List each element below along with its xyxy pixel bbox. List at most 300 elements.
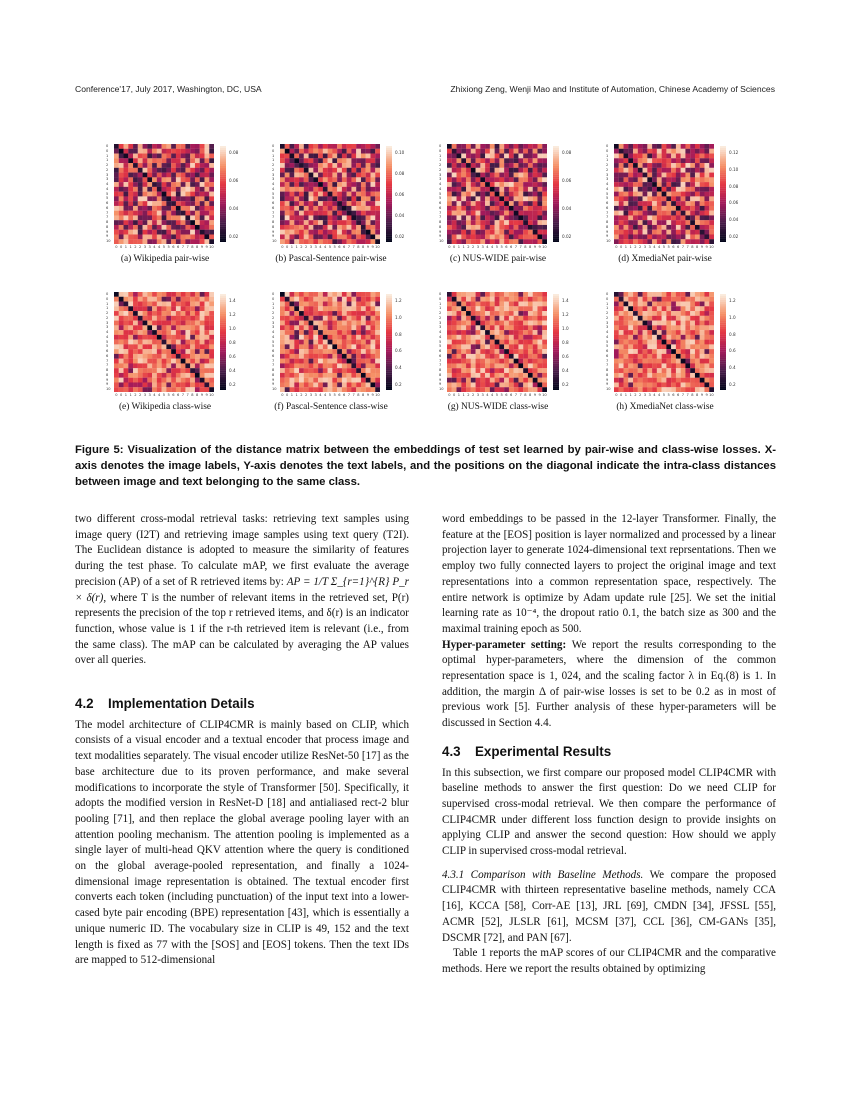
hyperparam-text: We report the results corresponding to the optimal hyper-parameters, where the dimension of the common representation space is 1, 024, and the scaling factor λ in Eq.(8) is 1. In addition, the margin Δ of pair-wise losses is set to be 0.2 as in most of previous work [5]. Further analysis of these hyper-parameters will be discussed in Section 4.4.: [442, 638, 776, 730]
heatmap-cell: [323, 306, 328, 311]
heatmap-cell: [176, 382, 181, 387]
heatmap-cell: [690, 201, 695, 206]
heatmap-cell: [128, 321, 133, 326]
heatmap-cell: [370, 335, 375, 340]
heatmap-cell: [195, 368, 200, 373]
heatmap-cell: [695, 239, 700, 244]
heatmap-cell: [200, 220, 205, 225]
heatmap-cell: [666, 158, 671, 163]
heatmap-cell: [304, 340, 309, 345]
heatmap-cell: [119, 340, 124, 345]
heatmap-cell: [285, 163, 290, 168]
heatmap-cell: [514, 187, 519, 192]
heatmap-cell: [652, 325, 657, 330]
heatmap-cell: [143, 215, 148, 220]
heatmap-cell: [485, 173, 490, 178]
heatmap-cell: [323, 196, 328, 201]
heatmap-cell: [447, 373, 452, 378]
heatmap-cell: [143, 192, 148, 197]
heatmap-cell: [280, 302, 285, 307]
y-tick-label: 4: [272, 330, 275, 334]
heatmap-cell: [323, 177, 328, 182]
x-tick-label: 2: [634, 245, 637, 249]
colorbar: [720, 294, 726, 390]
heatmap-cell: [114, 368, 119, 373]
heatmap-cell: [323, 168, 328, 173]
heatmap-cell: [638, 149, 643, 154]
heatmap-cell: [638, 387, 643, 392]
heatmap-cell: [128, 302, 133, 307]
heatmap-cell: [152, 321, 157, 326]
heatmap-cell: [147, 344, 152, 349]
x-tick-label: 10: [542, 245, 547, 249]
heatmap-cell: [514, 292, 519, 297]
heatmap-cell: [190, 368, 195, 373]
y-tick-label: 6: [439, 349, 442, 353]
right-column: [442, 512, 776, 978]
heatmap-cell: [666, 382, 671, 387]
heatmap-cell: [518, 177, 523, 182]
heatmap-cell: [628, 344, 633, 349]
x-tick-label: 10: [209, 393, 214, 397]
heatmap-cell: [332, 196, 337, 201]
heatmap-cell: [504, 330, 509, 335]
heatmap-cell: [328, 373, 333, 378]
heatmap-cell: [152, 292, 157, 297]
y-tick-label: 7: [272, 210, 275, 215]
heatmap-cell: [342, 196, 347, 201]
y-tick-label: 2: [106, 167, 109, 172]
x-tick-label: 6: [509, 245, 513, 249]
heatmap-cell: [323, 158, 328, 163]
heatmap-cell: [366, 225, 371, 230]
heatmap-cell: [309, 144, 314, 149]
heatmap-cell: [337, 187, 342, 192]
heatmap-cell: [485, 177, 490, 182]
heatmap-cell: [294, 292, 299, 297]
heatmap-cell: [537, 321, 542, 326]
heatmap-cell: [619, 230, 624, 235]
heatmap-cell: [332, 187, 337, 192]
heatmap-cell: [181, 311, 186, 316]
heatmap-cell: [114, 192, 119, 197]
heatmap-cell: [328, 292, 333, 297]
heatmap-cell: [485, 306, 490, 311]
heatmap-cell: [704, 239, 709, 244]
heatmap-cell: [676, 239, 681, 244]
heatmap-cell: [528, 316, 533, 321]
heatmap-cell: [461, 215, 466, 220]
heatmap-cell: [709, 378, 714, 383]
heatmap-cell: [638, 215, 643, 220]
heatmap-cell: [190, 330, 195, 335]
heatmap-cell: [209, 225, 214, 230]
heatmap-cell: [523, 230, 528, 235]
colorbar-tick-label: 0.08: [395, 171, 405, 176]
heatmap-cell: [351, 230, 356, 235]
heatmap-cell: [361, 182, 366, 187]
heatmap-cell: [700, 154, 705, 159]
heatmap-cell: [133, 182, 138, 187]
heatmap-cell: [537, 297, 542, 302]
colorbar-tick-label: 1.2: [395, 298, 402, 303]
heatmap-cell: [119, 359, 124, 364]
heatmap-cell: [166, 306, 171, 311]
heatmap-cell: [685, 373, 690, 378]
heatmap-cell: [342, 230, 347, 235]
heatmap-cell: [480, 225, 485, 230]
heatmap-cell: [542, 158, 547, 163]
heatmap-cell: [690, 196, 695, 201]
heatmap-cell: [476, 378, 481, 383]
subsection-text: We compare the proposed CLIP4CMR with thirteen representative baseline methods, namely CCA [16], KCCA [58], Corr-AE [13], JRL [69], CMDN [34], JFSSL [55], ACMR [52], JLSLR [61], MCSM [37], CCL [36], CM-GANs [35], DSCMR [72], and PAN [67].: [442, 868, 776, 944]
heatmap-cell: [356, 230, 361, 235]
x-tick-label: 7: [681, 393, 685, 397]
heatmap-cell: [676, 292, 681, 297]
heatmap-cell: [375, 220, 380, 225]
x-tick-label: 2: [634, 393, 637, 397]
heatmap-cell: [662, 206, 667, 211]
heatmap-cell: [461, 149, 466, 154]
heatmap-cell: [166, 335, 171, 340]
heatmap-cell: [504, 201, 509, 206]
heatmap-cell: [638, 373, 643, 378]
heatmap-cell: [447, 349, 452, 354]
heatmap-cell: [704, 378, 709, 383]
paragraph-metrics-a: two different cross-modal retrieval tasks: retrieving text samples using image query (I2T) and retrieving image samples using text query (T2I). The Euclidean distance is adopted to measure the similarity of features during the test phase. To calculate mAP, we first evaluate the average precision (AP) of a set of R retrieved items by:: [75, 513, 409, 588]
colorbar-ticks: [562, 294, 592, 390]
section-title: Implementation Details: [108, 696, 255, 712]
y-tick-label: 1: [606, 153, 609, 158]
heatmap-cell: [671, 330, 676, 335]
heatmap-cell: [181, 344, 186, 349]
heatmap-cell: [461, 330, 466, 335]
heatmap-cell: [114, 354, 119, 359]
heatmap-cell: [370, 340, 375, 345]
heatmap-cell: [528, 373, 533, 378]
heatmap-cell: [704, 340, 709, 345]
heatmap-cell: [647, 325, 652, 330]
heatmap-cell: [347, 144, 352, 149]
heatmap-cell: [628, 192, 633, 197]
heatmap-cell: [495, 292, 500, 297]
heatmap-cell: [290, 368, 295, 373]
heatmap-cell: [537, 382, 542, 387]
heatmap-cell: [375, 163, 380, 168]
heatmap-cell: [294, 234, 299, 239]
heatmap-cell: [528, 363, 533, 368]
heatmap-cell: [323, 373, 328, 378]
subsection-label: 4.3.1 Comparison with Baseline Methods.: [442, 868, 644, 881]
heatmap-cell: [542, 382, 547, 387]
heatmap-cell: [290, 335, 295, 340]
heatmap-cell: [176, 311, 181, 316]
heatmap-cell: [294, 206, 299, 211]
heatmap-cell: [499, 230, 504, 235]
heatmap-cell: [690, 316, 695, 321]
heatmap-cell: [361, 163, 366, 168]
heatmap-cell: [652, 387, 657, 392]
heatmap-cell: [452, 182, 457, 187]
heatmap-cell: [290, 201, 295, 206]
heatmap-cell: [666, 168, 671, 173]
heatmap-cell: [309, 297, 314, 302]
heatmap-cell: [709, 387, 714, 392]
heatmap-cell: [138, 234, 143, 239]
heatmap-cell: [209, 239, 214, 244]
heatmap-cell: [533, 349, 538, 354]
heatmap-cell: [185, 297, 190, 302]
heatmap-cell: [375, 349, 380, 354]
heatmap-cell: [490, 340, 495, 345]
heatmap-cell: [695, 187, 700, 192]
heatmap-cell: [128, 306, 133, 311]
heatmap-cell: [681, 144, 686, 149]
heatmap-cell: [323, 368, 328, 373]
heatmap-cell: [166, 373, 171, 378]
heatmap-cell: [523, 225, 528, 230]
heatmap-cell: [166, 292, 171, 297]
heatmap-cell: [209, 306, 214, 311]
heatmap-cell: [681, 149, 686, 154]
heatmap-cell: [147, 182, 152, 187]
heatmap-cell: [332, 215, 337, 220]
heatmap-cell: [480, 192, 485, 197]
heatmap-cell: [624, 378, 629, 383]
heatmap-cell: [624, 154, 629, 159]
heatmap-cell: [181, 230, 186, 235]
heatmap-cell: [332, 182, 337, 187]
heatmap-cell: [452, 378, 457, 383]
heatmap-cell: [447, 382, 452, 387]
heatmap-cell: [452, 144, 457, 149]
heatmap-cell: [457, 302, 462, 307]
heatmap-cell: [490, 373, 495, 378]
heatmap-cell: [504, 321, 509, 326]
heatmap-cell: [666, 154, 671, 159]
heatmap-cell: [466, 302, 471, 307]
heatmap-cell: [643, 182, 648, 187]
heatmap-cell: [514, 344, 519, 349]
heatmap-cell: [700, 330, 705, 335]
heatmap-cell: [537, 311, 542, 316]
heatmap-cell: [133, 144, 138, 149]
heatmap-cell: [652, 192, 657, 197]
colorbar-tick-label: 0.06: [729, 200, 739, 206]
heatmap-cell: [685, 234, 690, 239]
heatmap-cell: [704, 168, 709, 173]
heatmap-cell: [542, 196, 547, 201]
heatmap-cell: [523, 196, 528, 201]
y-tick-label: 6: [439, 201, 442, 205]
heatmap-cell: [533, 230, 538, 235]
heatmap-cell: [624, 187, 629, 192]
heatmap-cell: [461, 196, 466, 201]
heatmap-cell: [294, 349, 299, 354]
heatmap-cell: [181, 215, 186, 220]
heatmap-cell: [461, 354, 466, 359]
heatmap-cell: [313, 206, 318, 211]
heatmap-cell: [490, 225, 495, 230]
heatmap-cell: [124, 359, 129, 364]
heatmap-cell: [619, 292, 624, 297]
heatmap-cell: [147, 220, 152, 225]
heatmap-cell: [647, 363, 652, 368]
heatmap-cell: [461, 158, 466, 163]
heatmap-cell: [370, 354, 375, 359]
heatmap-cell: [695, 306, 700, 311]
heatmap-cell: [652, 359, 657, 364]
heatmap-cell: [309, 192, 314, 197]
running-header-left: Conference'17, July 2017, Washington, DC, USA: [75, 84, 262, 94]
heatmap-cell: [119, 363, 124, 368]
heatmap-cell: [647, 387, 652, 392]
heatmap-cell: [342, 297, 347, 302]
heatmap-cell: [366, 173, 371, 178]
heatmap-cell: [195, 211, 200, 216]
heatmap-cell: [518, 230, 523, 235]
heatmap-cell: [171, 363, 176, 368]
heatmap-cell: [490, 344, 495, 349]
heatmap-cell: [309, 340, 314, 345]
heatmap-cell: [190, 349, 195, 354]
y-tick-label: 6: [272, 201, 275, 205]
heatmap-cell: [624, 230, 629, 235]
heatmap-cell: [643, 311, 648, 316]
heatmap-cell: [200, 382, 205, 387]
heatmap-cell: [447, 168, 452, 173]
heatmap-cell: [624, 316, 629, 321]
heatmap-cell: [495, 239, 500, 244]
x-tick-label: 8: [357, 393, 360, 397]
heatmap-cell: [504, 211, 509, 216]
distance-matrix-heatmap: [114, 144, 214, 244]
heatmap-cell: [304, 211, 309, 216]
heatmap-cell: [147, 297, 152, 302]
heatmap-cell: [509, 368, 514, 373]
heatmap-cell: [304, 192, 309, 197]
heatmap-cell: [375, 325, 380, 330]
heatmap-cell: [624, 149, 629, 154]
heatmap-cell: [119, 378, 124, 383]
heatmap-cell: [370, 349, 375, 354]
heatmap-cell: [466, 225, 471, 230]
heatmap-cell: [480, 311, 485, 316]
x-tick-label: 8: [195, 393, 199, 397]
heatmap-cell: [466, 196, 471, 201]
heatmap-cell: [200, 363, 205, 368]
x-axis-labels: [114, 245, 214, 253]
heatmap-cell: [662, 340, 667, 345]
x-tick-label: 6: [172, 393, 175, 397]
heatmap-cell: [614, 363, 619, 368]
section-heading-4-3: [442, 744, 776, 760]
colorbar-ticks: [562, 146, 592, 242]
heatmap-cell: [614, 292, 619, 297]
heatmap-cell: [328, 187, 333, 192]
heatmap-cell: [509, 234, 514, 239]
heatmap-cell: [176, 163, 181, 168]
heatmap-cell: [138, 292, 143, 297]
heatmap-cell: [542, 187, 547, 192]
heatmap-cell: [299, 378, 304, 383]
heatmap-cell: [614, 158, 619, 163]
y-tick-label: 2: [439, 163, 442, 167]
heatmap-cell: [542, 192, 547, 197]
heatmap-cell: [480, 378, 485, 383]
heatmap-cell: [318, 297, 323, 302]
heatmap-cell: [461, 297, 466, 302]
heatmap-cell: [370, 158, 375, 163]
heatmap-cell: [332, 321, 337, 326]
y-tick-label: 0: [106, 148, 109, 153]
heatmap-cell: [200, 230, 205, 235]
heatmap-cell: [351, 192, 356, 197]
heatmap-cell: [143, 292, 148, 297]
heatmap-cell: [147, 325, 152, 330]
heatmap-cell: [162, 359, 167, 364]
heatmap-cell: [152, 154, 157, 159]
heatmap-cell: [485, 297, 490, 302]
heatmap-cell: [509, 163, 514, 168]
heatmap-cell: [537, 340, 542, 345]
heatmap-cell: [671, 359, 676, 364]
heatmap-cell: [190, 316, 195, 321]
heatmap-cell: [695, 144, 700, 149]
heatmap-cell: [614, 378, 619, 383]
heatmap-cell: [628, 340, 633, 345]
heatmap-cell: [328, 363, 333, 368]
paragraph-implementation-cont: word embeddings to be passed in the 12-layer Transformer. Finally, the feature at the [EOS] position is layer normalized and processed by a linear projection layer to generate 1024-dimensional text reprsentations. Then we employ two fully connected layers to project the original image and text representations into a common representation space, respectively. The entire network is optimize by Adam update rule [25]. We set the initial learning rate as 10⁻⁴, the dropout ratio 0.1, the batch size as 300 and the maximal training epoch as 500.: [442, 513, 776, 635]
heatmap-cell: [518, 292, 523, 297]
heatmap-cell: [143, 211, 148, 216]
heatmap-cell: [447, 206, 452, 211]
heatmap-cell: [695, 311, 700, 316]
heatmap-cell: [299, 201, 304, 206]
heatmap-cell: [366, 211, 371, 216]
heatmap-cell: [643, 387, 648, 392]
heatmap-cell: [471, 182, 476, 187]
heatmap-cell: [518, 368, 523, 373]
heatmap-cell: [619, 144, 624, 149]
heatmap-cell: [662, 316, 667, 321]
heatmap-cell: [700, 316, 705, 321]
heatmap-cell: [452, 173, 457, 178]
heatmap-cell: [495, 201, 500, 206]
heatmap-cell: [638, 363, 643, 368]
heatmap-cell: [628, 321, 633, 326]
heatmap-cell: [633, 220, 638, 225]
heatmap-cell: [190, 144, 195, 149]
heatmap-cell: [190, 363, 195, 368]
colorbar-tick-label: 1.2: [562, 312, 569, 317]
heatmap-cell: [285, 344, 290, 349]
heatmap-cell: [342, 154, 347, 159]
heatmap-cell: [509, 297, 514, 302]
heatmap-cell: [133, 325, 138, 330]
heatmap-cell: [280, 230, 285, 235]
heatmap-cell: [114, 297, 119, 302]
heatmap-cell: [709, 230, 714, 235]
heatmap-cell: [200, 239, 205, 244]
heatmap-cell: [514, 316, 519, 321]
heatmap-cell: [152, 340, 157, 345]
heatmap-cell: [370, 297, 375, 302]
heatmap-cell: [290, 330, 295, 335]
heatmap-cell: [304, 359, 309, 364]
heatmap-cell: [652, 173, 657, 178]
heatmap-cell: [356, 220, 361, 225]
